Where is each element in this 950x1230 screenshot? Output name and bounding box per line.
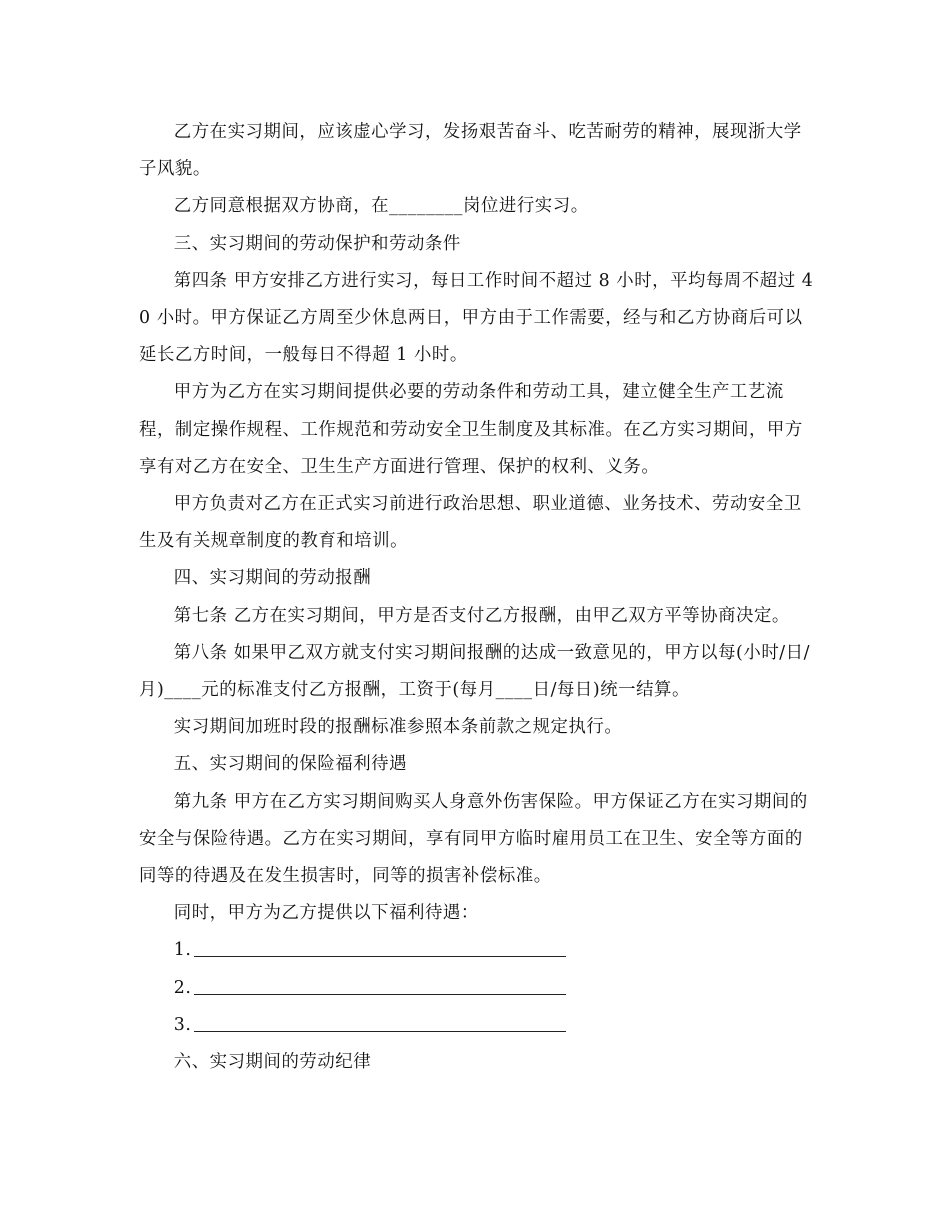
- paragraph-article-9: 第九条 甲方在乙方实习期间购买人身意外伤害保险。甲方保证乙方在实习期间的安全与保险待遇。乙方在实习期间，享有同甲方临时雇用员工在卫生、安全等方面的同等的待遇及在发生损害时，同等的损害补偿标准。: [139, 791, 808, 887]
- paragraph-training: 甲方负责对乙方在正式实习前进行政治思想、职业道德、业务技术、劳动安全卫生及有关规章制度的教育和培训。: [139, 494, 802, 552]
- paragraph-working-conditions: 甲方为乙方在实习期间提供必要的劳动条件和劳动工具，建立健全生产工艺流程，制定操作规程、工作规范和劳动安全卫生制度及其标准。在乙方实习期间，甲方享有对乙方在安全、卫生生产方面进行管理、保护的权利、义务。: [139, 382, 803, 477]
- paragraph-position: 乙方同意根据双方协商，在________岗位进行实习。: [173, 196, 589, 217]
- welfare-item: [139, 932, 815, 969]
- welfare-item: [139, 970, 815, 1007]
- paragraph-article-4: 第四条 甲方安排乙方进行实习，每日工作时间不超过 8 小时，平均每周不超过 40 小时。甲方保证乙方周至少休息两日，甲方由于工作需要，经与和乙方协商后可以延长乙方时间，一般每日不得超 1 小时。: [139, 270, 814, 366]
- paragraph-article-8: 第八条 如果甲乙双方就支付实习期间报酬的达成一致意见的，甲方以每(小时/日/月)____元的标准支付乙方报酬，工资于(每月____日/每日)统一结算。: [139, 642, 811, 701]
- document-body: [139, 114, 815, 1081]
- section-heading-4: 四、实习期间的劳动报酬: [173, 568, 372, 589]
- section-heading-6: 六、实习期间的劳动纪律: [173, 1052, 372, 1073]
- welfare-item-number: 1.: [173, 940, 192, 961]
- section-heading-5: 五、实习期间的保险福利待遇: [173, 754, 408, 775]
- welfare-item: [139, 1007, 815, 1044]
- fill-in-blank-line: [194, 936, 566, 957]
- fill-in-blank-line: [194, 1011, 566, 1032]
- paragraph-welfare-intro: 同时，甲方为乙方提供以下福利待遇：: [173, 903, 479, 924]
- fill-in-blank-line: [194, 974, 566, 995]
- welfare-item-number: 2.: [173, 977, 192, 998]
- paragraph-article-7: 第七条 乙方在实习期间，甲方是否支付乙方报酬，由甲乙双方平等协商决定。: [173, 605, 790, 626]
- paragraph-overtime: 实习期间加班时段的报酬标准参照本条前款之规定执行。: [173, 717, 623, 738]
- section-heading-3: 三、实习期间的劳动保护和劳动条件: [173, 233, 461, 254]
- welfare-item-number: 3.: [173, 1014, 192, 1035]
- paragraph-conduct: 乙方在实习期间，应该虚心学习，发扬艰苦奋斗、吃苦耐劳的精神，展现浙大学子风貌。: [139, 122, 802, 180]
